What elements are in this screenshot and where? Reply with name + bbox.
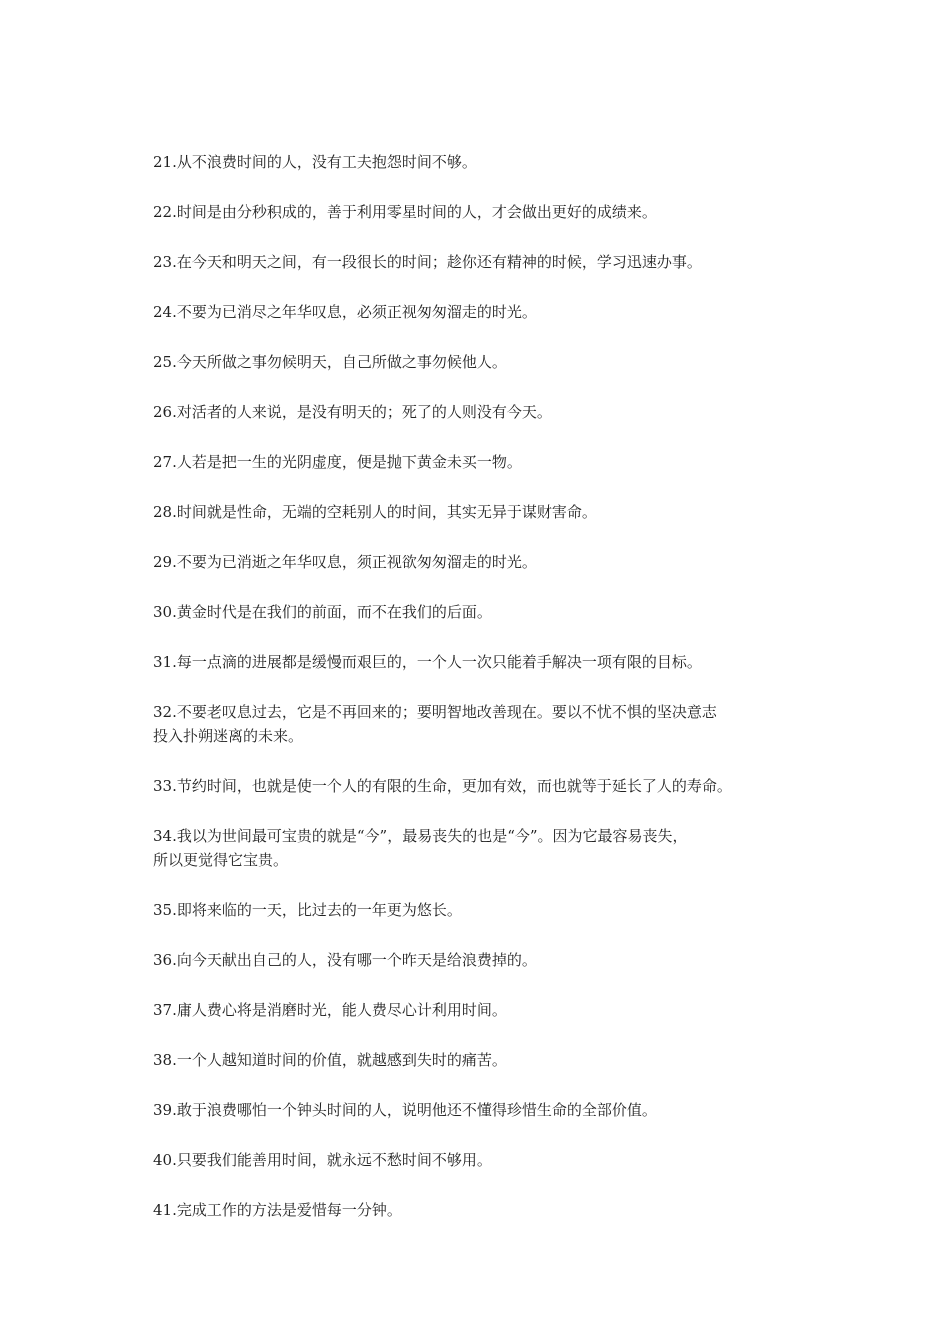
quote-item: 29.不要为已消逝之年华叹息，须正视欲匆匆溜走的时光。 <box>153 553 537 571</box>
quote-item: 37.庸人费心将是消磨时光，能人费尽心计利用时间。 <box>153 1001 507 1019</box>
quote-item: 27.人若是把一生的光阴虚度，便是抛下黄金未买一物。 <box>153 453 522 471</box>
quote-item: 25.今天所做之事勿候明天，自己所做之事勿候他人。 <box>153 353 507 371</box>
quote-line: 所以更觉得它宝贵。 <box>153 851 289 869</box>
quote-item: 23.在今天和明天之间，有一段很长的时间；趁你还有精神的时候，学习迅速办事。 <box>153 253 702 271</box>
quote-line: 34.我以为世间最可宝贵的就是“今”，最易丧失的也是“今”。因为它最容易丧失， <box>153 827 688 845</box>
quote-item: 24.不要为已消尽之年华叹息，必须正视匆匆溜走的时光。 <box>153 303 537 321</box>
quote-item: 33.节约时间，也就是使一个人的有限的生命，更加有效，而也就等于延长了人的寿命。 <box>153 777 732 795</box>
quote-item: 41.完成工作的方法是爱惜每一分钟。 <box>153 1201 402 1219</box>
quote-item: 36.向今天献出自己的人，没有哪一个昨天是给浪费掉的。 <box>153 951 537 969</box>
quote-item: 28.时间就是性命，无端的空耗别人的时间，其实无异于谋财害命。 <box>153 503 597 521</box>
quote-line: 32.不要老叹息过去，它是不再回来的；要明智地改善现在。要以不忧不惧的坚决意志 <box>153 703 717 721</box>
quote-item: 21.从不浪费时间的人，没有工夫抱怨时间不够。 <box>153 153 477 171</box>
quote-item: 22.时间是由分秒积成的，善于利用零星时间的人，才会做出更好的成绩来。 <box>153 203 657 221</box>
quote-line: 投入扑朔迷离的未来。 <box>153 727 304 745</box>
quote-item: 30.黄金时代是在我们的前面，而不在我们的后面。 <box>153 603 492 621</box>
quote-item <box>153 824 813 872</box>
quote-list <box>153 150 813 1248</box>
quote-item: 38.一个人越知道时间的价值，就越感到失时的痛苦。 <box>153 1051 507 1069</box>
quote-item: 39.敢于浪费哪怕一个钟头时间的人，说明他还不懂得珍惜生命的全部价值。 <box>153 1101 657 1119</box>
quote-item: 35.即将来临的一天，比过去的一年更为悠长。 <box>153 901 462 919</box>
quote-item: 31.每一点滴的进展都是缓慢而艰巨的，一个人一次只能着手解决一项有限的目标。 <box>153 653 702 671</box>
quote-item: 26.对活者的人来说，是没有明天的；死了的人则没有今天。 <box>153 403 552 421</box>
quote-item <box>153 700 813 748</box>
quote-item: 40.只要我们能善用时间，就永远不愁时间不够用。 <box>153 1151 492 1169</box>
